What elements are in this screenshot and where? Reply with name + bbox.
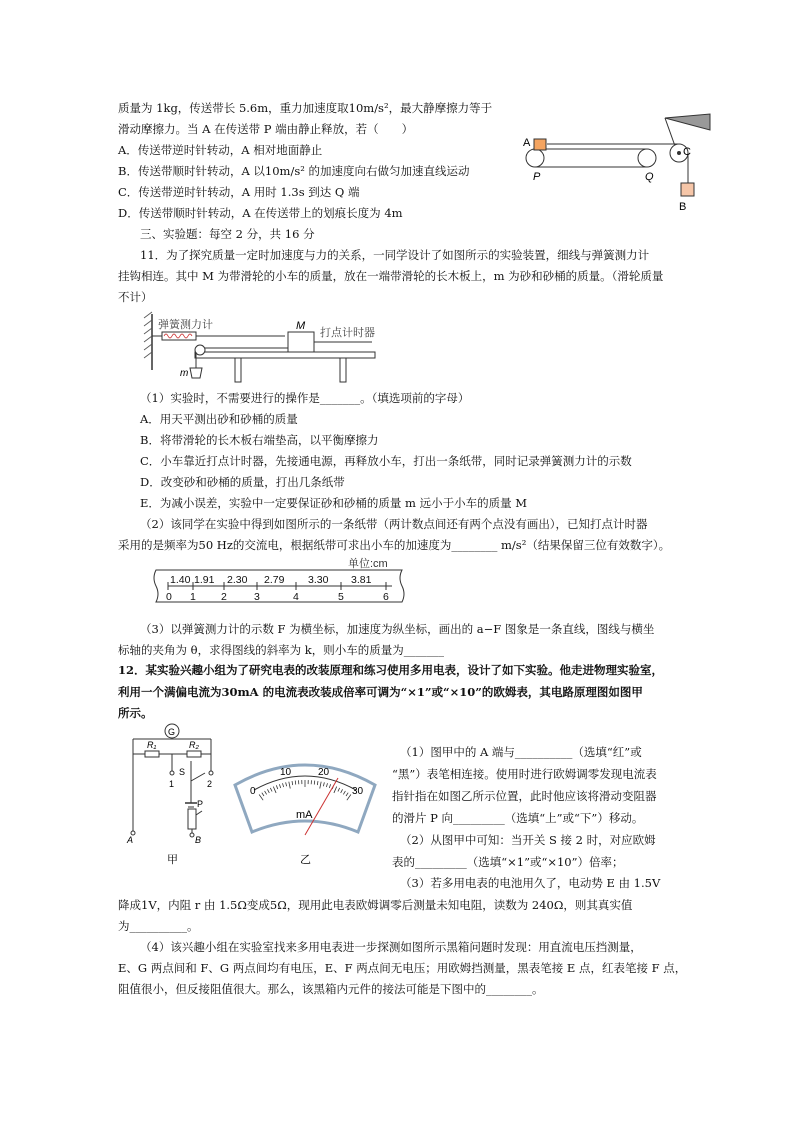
q10-option-a: A．传送带逆时针转动，A 相对地面静止 bbox=[118, 143, 323, 157]
fig-label-a: A bbox=[523, 137, 531, 149]
circuit-caption: 甲 bbox=[167, 854, 178, 866]
terminal-a: A bbox=[127, 835, 134, 845]
q11-option-b: B．将带滑轮的长木板右端垫高，以平衡摩擦力 bbox=[140, 433, 379, 447]
meter-unit: mA bbox=[296, 809, 313, 821]
tape-point-2: 2 bbox=[221, 591, 227, 603]
apparatus-figure bbox=[140, 310, 390, 390]
q12-part1-line1: （1）图甲中的 A 端与__________（选填“红”或 bbox=[400, 745, 642, 759]
terminal-b: B bbox=[195, 835, 202, 845]
tape-point-6: 6 bbox=[383, 591, 389, 603]
tape-point-1: 1 bbox=[190, 591, 196, 603]
q10-option-d: D．传送带顺时针转动，A 在传送带上的划痕长度为 4m bbox=[118, 206, 403, 220]
q11-intro-2: 挂钩相连。其中 M 为带滑轮的小车的质量，放在一端带滑轮的长木板上，m 为砂和砂桶的质量。（滑轮质量 bbox=[118, 269, 664, 283]
tape-dist-5: 3.30 bbox=[308, 574, 329, 586]
q10-option-b: B．传送带顺时针转动，A 以10m/s² 的加速度向右做匀加速直线运动 bbox=[118, 164, 470, 178]
q12-part4-line2: E、G 两点间和 F、G 两点间均有电压，E、F 两点间无电压；用欧姆挡测量，黑表笔接 E 点，红表笔接 F 点， bbox=[118, 961, 687, 975]
spring-scale-label: 弹簧测力计 bbox=[158, 319, 213, 331]
paper-tape-figure bbox=[148, 556, 410, 612]
q11-part3-line1: （3）以弹簧测力计的示数 F 为横坐标，加速度为纵坐标，画出的 a−F 图象是一条直线，图线与横坐 bbox=[140, 622, 655, 636]
meter-tick-10: 10 bbox=[280, 767, 292, 778]
q12-part1-line3: 指针指在如图乙所示位置，此时他应该将滑动变阻器 bbox=[392, 789, 657, 803]
conveyor-figure bbox=[515, 108, 725, 213]
fig-label-b: B bbox=[679, 201, 687, 213]
tape-point-0: 0 bbox=[166, 591, 172, 603]
q11-option-d: D．改变砂和砂桶的质量，打出几条纸带 bbox=[140, 475, 345, 489]
bucket-label: m bbox=[180, 368, 189, 379]
tape-dist-6: 3.81 bbox=[351, 574, 372, 586]
tape-dist-4: 2.79 bbox=[264, 574, 285, 586]
section-heading: 三、实验题：每空 2 分，共 16 分 bbox=[140, 227, 315, 241]
q12-part2-line2: 表的_________（选填“×1”或“×10”）倍率； bbox=[392, 855, 624, 869]
q12-part1-line2: “黑”）表笔相连接。使用时进行欧姆调零发现电流表 bbox=[392, 767, 657, 781]
q12-part2: （2）从图甲中可知：当开关 S 接 2 时，对应欧姆 bbox=[400, 833, 656, 847]
tape-dist-3: 2.30 bbox=[227, 574, 248, 586]
q12-part3-line1: （3）若多用电表的电池用久了，电动势 E 由 1.5V bbox=[400, 876, 661, 890]
meter-tick-20: 20 bbox=[318, 767, 330, 778]
fig-label-p: P bbox=[533, 171, 541, 183]
q11-part2-line1: （2）该同学在实验中得到如图所示的一条纸带（两计数点间还有两个点没有画出），已知打点计时器 bbox=[140, 517, 648, 531]
switch-pos-1: 1 bbox=[169, 779, 175, 789]
q12-part4-line1: （4）该兴趣小组在实验室找来多用电表进一步探测如图所示黑箱问题时发现：用直流电压挡测量， bbox=[140, 940, 642, 954]
tape-dist-2: 1.91 bbox=[194, 574, 215, 586]
q11-option-a: A．用天平测出砂和砂桶的质量 bbox=[140, 412, 298, 426]
tape-dist-1: 1.40 bbox=[170, 574, 191, 586]
q12-part4-line3: 阻值很小，但反接阻值很大。那么，该黑箱内元件的接法可能是下图中的________。 bbox=[118, 982, 544, 996]
timer-label: 打点计时器 bbox=[320, 327, 375, 339]
q11-option-c: C．小车靠近打点计时器，先接通电源，再释放小车，打出一条纸带，同时记录弹簧测力计的示数 bbox=[140, 454, 632, 468]
q12-part3-line3: 为__________。 bbox=[118, 919, 199, 933]
fig-label-c: C bbox=[683, 146, 691, 158]
meter-caption: 乙 bbox=[300, 854, 311, 866]
slider-label: P bbox=[197, 799, 204, 809]
q11-intro-3: 不计） bbox=[118, 290, 153, 304]
meter-dial bbox=[230, 750, 380, 870]
meter-tick-30: 30 bbox=[352, 786, 364, 797]
fig-label-q: Q bbox=[645, 171, 654, 183]
tape-point-3: 3 bbox=[254, 591, 260, 603]
switch-pos-2: 2 bbox=[207, 779, 213, 789]
q12-intro-2: 利用一个满偏电流为30mA 的电流表改装成倍率可调为“×1”或“×10”的欧姆表，其电路原理图如图甲 bbox=[118, 685, 643, 699]
r2-label: R₂ bbox=[189, 740, 199, 750]
q10-line-1: 质量为 1kg，传送带长 5.6m，重力加速度取10m/s²，最大静摩擦力等于 bbox=[118, 101, 493, 115]
circuit-diagram bbox=[125, 723, 225, 868]
q12-part3-line2: 降成1V，内阻 r 由 1.5Ω变成5Ω，现用此电表欧姆调零后测量未知电阻，读数为 240Ω，则其真实值 bbox=[118, 898, 633, 912]
cart-label: M bbox=[296, 320, 306, 332]
meter-tick-0: 0 bbox=[250, 786, 256, 797]
tape-unit: 单位:cm bbox=[348, 558, 388, 570]
q11-intro-1: 11．为了探究质量一定时加速度与力的关系，一同学设计了如图所示的实验装置，细线与弹簧测力计 bbox=[140, 248, 650, 262]
q11-part3-line2: 标轴的夹角为 θ，求得图线的斜率为 k，则小车的质量为_______ bbox=[118, 643, 444, 657]
q12-intro-3: 所示。 bbox=[118, 706, 153, 720]
q12-part1-line4: 的滑片 P 向_________（选填“上”或“下”）移动。 bbox=[392, 811, 644, 825]
switch-label: S bbox=[179, 767, 186, 777]
q11-option-e: E．为减小误差，实验中一定要保证砂和砂桶的质量 m 远小于小车的质量 M bbox=[140, 496, 528, 510]
tape-point-5: 5 bbox=[338, 591, 344, 603]
q11-part1: （1）实验时，不需要进行的操作是_______。（填选项前的字母） bbox=[140, 391, 470, 405]
q12-intro-1: 12．某实验兴趣小组为了研究电表的改装原理和练习使用多用电表，设计了如下实验。他走进物理实验室， bbox=[118, 663, 663, 677]
tape-point-4: 4 bbox=[293, 591, 299, 603]
r1-label: R₁ bbox=[147, 740, 157, 750]
q10-line-2: 滑动摩擦力。当 A 在传送带 P 端由静止释放，若（ ） bbox=[118, 122, 414, 136]
q10-option-c: C．传送带逆时针转动，A 用时 1.3s 到达 Q 端 bbox=[118, 185, 360, 199]
galvanometer-label: G bbox=[168, 727, 176, 737]
q11-part2-line2: 采用的是频率为50 Hz的交流电，根据纸带可求出小车的加速度为________ m/s²（结果保留三位有效数字）。 bbox=[118, 538, 671, 552]
